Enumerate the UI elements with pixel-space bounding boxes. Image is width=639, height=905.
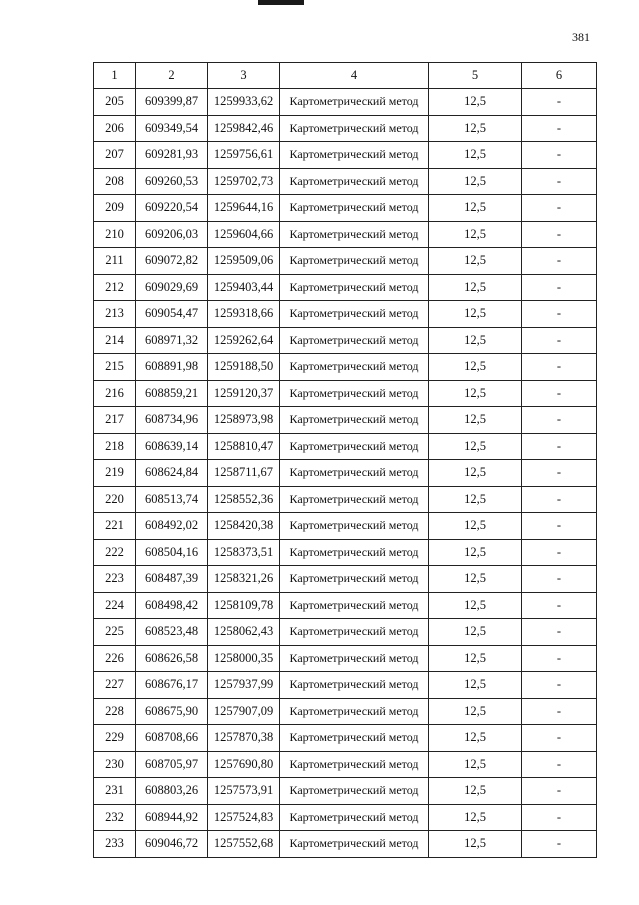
x-coordinate-cell: 608676,17 [136,672,208,699]
point-number-cell: 213 [94,301,136,328]
method-cell: Картометрический метод [280,486,429,513]
point-number-cell: 232 [94,804,136,831]
y-coordinate-cell: 1258109,78 [208,592,280,619]
note-cell: - [522,486,597,513]
method-cell: Картометрический метод [280,115,429,142]
page-number: 381 [572,30,590,44]
table-row [94,354,597,381]
y-coordinate-cell: 1259188,50 [208,354,280,381]
y-coordinate-cell: 1259702,73 [208,168,280,195]
table-row [94,89,597,116]
column-header-2: 2 [136,63,208,89]
method-cell: Картометрический метод [280,698,429,725]
accuracy-cell: 12,5 [429,513,522,540]
method-cell: Картометрический метод [280,380,429,407]
column-header-3: 3 [208,63,280,89]
note-cell: - [522,460,597,487]
note-cell: - [522,698,597,725]
note-cell: - [522,327,597,354]
method-cell: Картометрический метод [280,778,429,805]
method-cell: Картометрический метод [280,274,429,301]
note-cell: - [522,804,597,831]
accuracy-cell: 12,5 [429,804,522,831]
y-coordinate-cell: 1259120,37 [208,380,280,407]
accuracy-cell: 12,5 [429,433,522,460]
method-cell: Картометрический метод [280,168,429,195]
point-number-cell: 205 [94,89,136,116]
table-row [94,274,597,301]
note-cell: - [522,778,597,805]
x-coordinate-cell: 608504,16 [136,539,208,566]
method-cell: Картометрический метод [280,142,429,169]
y-coordinate-cell: 1259604,66 [208,221,280,248]
x-coordinate-cell: 608803,26 [136,778,208,805]
column-header-6: 6 [522,63,597,89]
y-coordinate-cell: 1259262,64 [208,327,280,354]
accuracy-cell: 12,5 [429,698,522,725]
note-cell: - [522,115,597,142]
table-body [94,89,597,858]
method-cell: Картометрический метод [280,831,429,858]
point-number-cell: 206 [94,115,136,142]
method-cell: Картометрический метод [280,354,429,381]
accuracy-cell: 12,5 [429,195,522,222]
table-row [94,698,597,725]
y-coordinate-cell: 1258810,47 [208,433,280,460]
method-cell: Картометрический метод [280,327,429,354]
note-cell: - [522,354,597,381]
table-row [94,460,597,487]
note-cell: - [522,513,597,540]
x-coordinate-cell: 608492,02 [136,513,208,540]
accuracy-cell: 12,5 [429,486,522,513]
point-number-cell: 216 [94,380,136,407]
x-coordinate-cell: 608705,97 [136,751,208,778]
x-coordinate-cell: 609054,47 [136,301,208,328]
accuracy-cell: 12,5 [429,115,522,142]
point-number-cell: 215 [94,354,136,381]
accuracy-cell: 12,5 [429,221,522,248]
note-cell: - [522,831,597,858]
table-row [94,327,597,354]
method-cell: Картометрический метод [280,248,429,275]
column-header-4: 4 [280,63,429,89]
accuracy-cell: 12,5 [429,751,522,778]
y-coordinate-cell: 1257552,68 [208,831,280,858]
y-coordinate-cell: 1259842,46 [208,115,280,142]
note-cell: - [522,221,597,248]
table-row [94,645,597,672]
y-coordinate-cell: 1259403,44 [208,274,280,301]
x-coordinate-cell: 608523,48 [136,619,208,646]
y-coordinate-cell: 1258420,38 [208,513,280,540]
y-coordinate-cell: 1259644,16 [208,195,280,222]
point-number-cell: 218 [94,433,136,460]
accuracy-cell: 12,5 [429,354,522,381]
note-cell: - [522,407,597,434]
note-cell: - [522,195,597,222]
table-header-row [94,63,597,89]
accuracy-cell: 12,5 [429,566,522,593]
x-coordinate-cell: 609206,03 [136,221,208,248]
point-number-cell: 229 [94,725,136,752]
x-coordinate-cell: 609072,82 [136,248,208,275]
table-row [94,407,597,434]
scan-artifact [258,0,304,5]
table-row [94,195,597,222]
y-coordinate-cell: 1259509,06 [208,248,280,275]
table-row [94,725,597,752]
table-row [94,539,597,566]
table-row [94,301,597,328]
x-coordinate-cell: 608944,92 [136,804,208,831]
x-coordinate-cell: 608513,74 [136,486,208,513]
method-cell: Картометрический метод [280,513,429,540]
x-coordinate-cell: 608891,98 [136,354,208,381]
y-coordinate-cell: 1258973,98 [208,407,280,434]
point-number-cell: 222 [94,539,136,566]
point-number-cell: 231 [94,778,136,805]
point-number-cell: 209 [94,195,136,222]
x-coordinate-cell: 608971,32 [136,327,208,354]
x-coordinate-cell: 608734,96 [136,407,208,434]
note-cell: - [522,592,597,619]
accuracy-cell: 12,5 [429,460,522,487]
table-row [94,115,597,142]
table-row [94,142,597,169]
point-number-cell: 221 [94,513,136,540]
note-cell: - [522,380,597,407]
point-number-cell: 220 [94,486,136,513]
method-cell: Картометрический метод [280,566,429,593]
accuracy-cell: 12,5 [429,592,522,619]
accuracy-cell: 12,5 [429,89,522,116]
table-row [94,486,597,513]
method-cell: Картометрический метод [280,672,429,699]
accuracy-cell: 12,5 [429,831,522,858]
accuracy-cell: 12,5 [429,672,522,699]
accuracy-cell: 12,5 [429,142,522,169]
y-coordinate-cell: 1258552,36 [208,486,280,513]
accuracy-cell: 12,5 [429,407,522,434]
note-cell: - [522,566,597,593]
method-cell: Картометрический метод [280,460,429,487]
table-row [94,778,597,805]
note-cell: - [522,168,597,195]
accuracy-cell: 12,5 [429,274,522,301]
table-row [94,831,597,858]
note-cell: - [522,274,597,301]
point-number-cell: 208 [94,168,136,195]
point-number-cell: 207 [94,142,136,169]
method-cell: Картометрический метод [280,539,429,566]
x-coordinate-cell: 609029,69 [136,274,208,301]
x-coordinate-cell: 608487,39 [136,566,208,593]
table-row [94,433,597,460]
table-row [94,751,597,778]
table-row [94,592,597,619]
table-row [94,168,597,195]
method-cell: Картометрический метод [280,301,429,328]
x-coordinate-cell: 608498,42 [136,592,208,619]
table-row [94,221,597,248]
y-coordinate-cell: 1259756,61 [208,142,280,169]
y-coordinate-cell: 1258373,51 [208,539,280,566]
x-coordinate-cell: 609220,54 [136,195,208,222]
note-cell: - [522,89,597,116]
x-coordinate-cell: 609349,54 [136,115,208,142]
x-coordinate-cell: 609281,93 [136,142,208,169]
point-number-cell: 224 [94,592,136,619]
point-number-cell: 214 [94,327,136,354]
note-cell: - [522,751,597,778]
column-header-5: 5 [429,63,522,89]
note-cell: - [522,433,597,460]
accuracy-cell: 12,5 [429,168,522,195]
method-cell: Картометрический метод [280,751,429,778]
point-number-cell: 226 [94,645,136,672]
method-cell: Картометрический метод [280,407,429,434]
accuracy-cell: 12,5 [429,327,522,354]
point-number-cell: 233 [94,831,136,858]
table-row [94,248,597,275]
y-coordinate-cell: 1258062,43 [208,619,280,646]
point-number-cell: 225 [94,619,136,646]
method-cell: Картометрический метод [280,804,429,831]
y-coordinate-cell: 1257937,99 [208,672,280,699]
y-coordinate-cell: 1257690,80 [208,751,280,778]
table-row [94,672,597,699]
point-number-cell: 223 [94,566,136,593]
accuracy-cell: 12,5 [429,778,522,805]
x-coordinate-cell: 609260,53 [136,168,208,195]
x-coordinate-cell: 608859,21 [136,380,208,407]
x-coordinate-cell: 608708,66 [136,725,208,752]
method-cell: Картометрический метод [280,89,429,116]
accuracy-cell: 12,5 [429,645,522,672]
note-cell: - [522,725,597,752]
coordinates-table [93,62,597,858]
point-number-cell: 227 [94,672,136,699]
point-number-cell: 211 [94,248,136,275]
y-coordinate-cell: 1258711,67 [208,460,280,487]
point-number-cell: 219 [94,460,136,487]
method-cell: Картометрический метод [280,221,429,248]
method-cell: Картометрический метод [280,195,429,222]
note-cell: - [522,672,597,699]
point-number-cell: 212 [94,274,136,301]
x-coordinate-cell: 608626,58 [136,645,208,672]
note-cell: - [522,301,597,328]
table-row [94,804,597,831]
point-number-cell: 217 [94,407,136,434]
accuracy-cell: 12,5 [429,539,522,566]
point-number-cell: 228 [94,698,136,725]
point-number-cell: 230 [94,751,136,778]
x-coordinate-cell: 609046,72 [136,831,208,858]
accuracy-cell: 12,5 [429,619,522,646]
y-coordinate-cell: 1257524,83 [208,804,280,831]
note-cell: - [522,619,597,646]
y-coordinate-cell: 1257907,09 [208,698,280,725]
x-coordinate-cell: 609399,87 [136,89,208,116]
method-cell: Картометрический метод [280,725,429,752]
point-number-cell: 210 [94,221,136,248]
method-cell: Картометрический метод [280,645,429,672]
note-cell: - [522,248,597,275]
method-cell: Картометрический метод [280,592,429,619]
accuracy-cell: 12,5 [429,380,522,407]
y-coordinate-cell: 1258000,35 [208,645,280,672]
column-header-1: 1 [94,63,136,89]
table-row [94,380,597,407]
y-coordinate-cell: 1259933,62 [208,89,280,116]
y-coordinate-cell: 1258321,26 [208,566,280,593]
y-coordinate-cell: 1257870,38 [208,725,280,752]
table-row [94,566,597,593]
accuracy-cell: 12,5 [429,248,522,275]
table-row [94,513,597,540]
method-cell: Картометрический метод [280,619,429,646]
x-coordinate-cell: 608624,84 [136,460,208,487]
method-cell: Картометрический метод [280,433,429,460]
note-cell: - [522,645,597,672]
x-coordinate-cell: 608675,90 [136,698,208,725]
table-row [94,619,597,646]
y-coordinate-cell: 1259318,66 [208,301,280,328]
y-coordinate-cell: 1257573,91 [208,778,280,805]
accuracy-cell: 12,5 [429,725,522,752]
x-coordinate-cell: 608639,14 [136,433,208,460]
accuracy-cell: 12,5 [429,301,522,328]
note-cell: - [522,142,597,169]
note-cell: - [522,539,597,566]
